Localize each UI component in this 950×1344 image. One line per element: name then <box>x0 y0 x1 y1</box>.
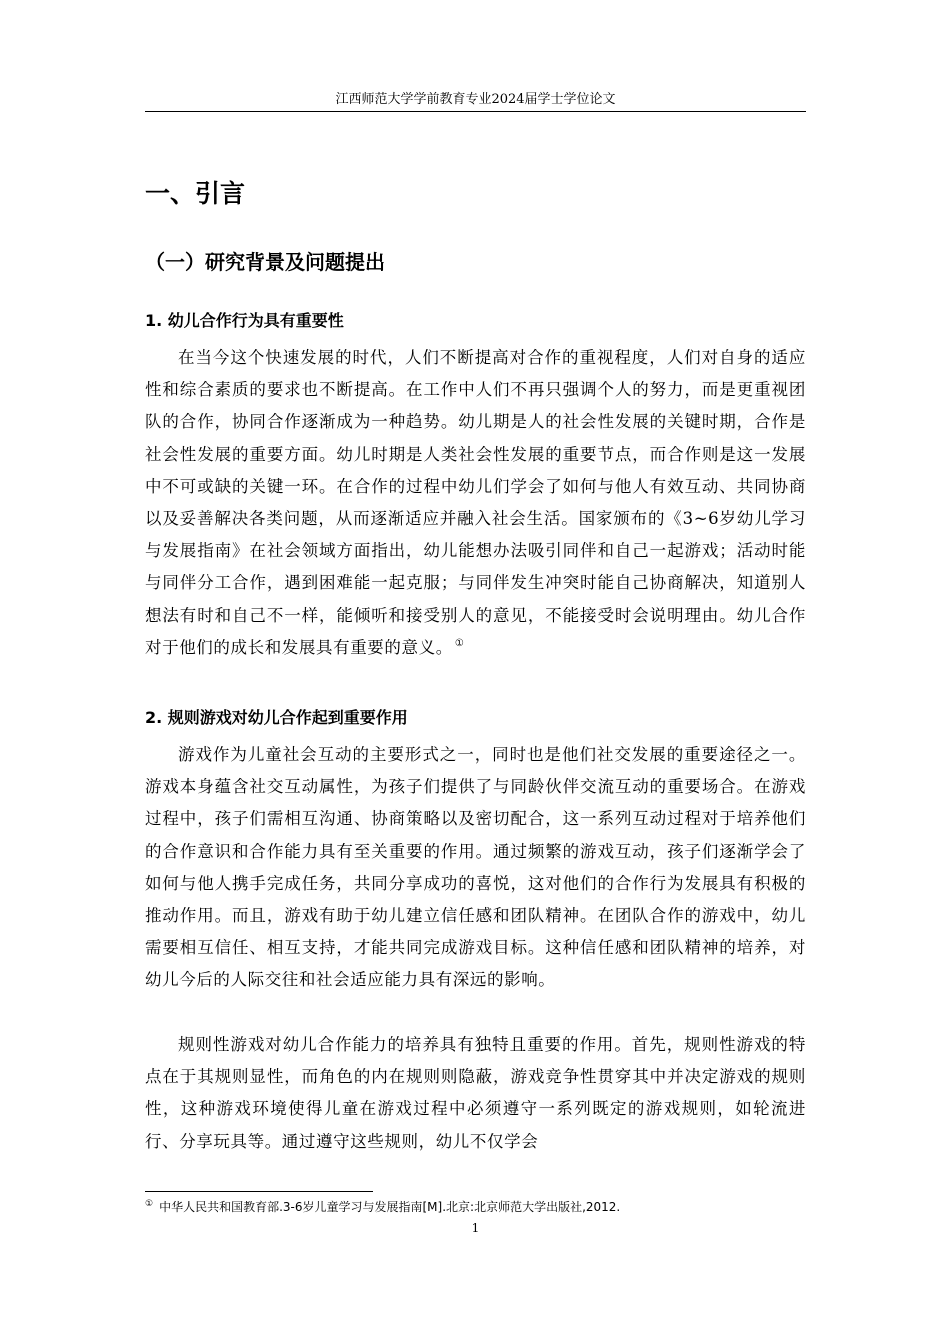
subsubsection-heading-1: 1. 幼儿合作行为具有重要性 <box>145 311 344 330</box>
subsection-heading: （一）研究背景及问题提出 <box>145 250 385 274</box>
header-divider <box>145 111 806 112</box>
subsubsection-heading-2: 2. 规则游戏对幼儿合作起到重要作用 <box>145 708 408 727</box>
paragraph-cooperation-importance <box>145 342 806 664</box>
paragraph-rule-games: 规则性游戏对幼儿合作能力的培养具有独特且重要的作用。首先，规则性游戏的特点在于其规则显性，而角色的内在规则则隐蔽，游戏竞争性贯穿其中并决定游戏的规则性，这种游戏环境使得儿童在游戏过程中必须遵守一系列既定的游戏规则，如轮流进行、分享玩具等。通过遵守这些规则，幼儿不仅学会 <box>145 1035 806 1151</box>
paragraph-text: 在当今这个快速发展的时代，人们不断提高对合作的重视程度，人们对自身的适应性和综合素质的要求也不断提高。在工作中人们不再只强调个人的努力，而是更重视团队的合作，协同合作逐渐成为一种趋势。幼儿期是人的社会性发展的关键时期，合作是社会性发展的重要方面。幼儿时期是人类社会性发展的重要节点，而合作则是这一发展中不可或缺的关键一环。在合作的过程中幼儿们学会了如何与他人有效互动、共同协商以及妥善解决各类问题，从而逐渐适应并融入社会生活。国家颁布的《3~6岁幼儿学习与发展指南》在社会领域方面指出，幼儿能想办法吸引同伴和自己一起游戏；活动时能与同伴分工合作，遇到困难能一起克服；与同伴发生冲突时能自己协商解决，知道别人想法有时和自己不一样，能倾听和接受别人的意见，不能接受时会说明理由。幼儿合作对于他们的成长和发展具有重要的意义。 <box>145 348 806 657</box>
running-header: 江西师范大学学前教育专业2024届学士学位论文 <box>335 92 616 107</box>
footnote-divider <box>145 1191 373 1192</box>
footnote-text: 中华人民共和国教育部.3-6岁儿童学习与发展指南[M].北京:北京师范大学出版社,2012. <box>159 1200 621 1214</box>
page-number: 1 <box>471 1221 480 1235</box>
paragraph-game-interaction: 游戏作为儿童社会互动的主要形式之一，同时也是他们社交发展的重要途径之一。游戏本身蕴含社交互动属性，为孩子们提供了与同龄伙伴交流互动的重要场合。在游戏过程中，孩子们需相互沟通、协商策略以及密切配合，这一系列互动过程对于培养他们的合作意识和合作能力具有至关重要的作用。通过频繁的游戏互动，孩子们逐渐学会了如何与他人携手完成任务，共同分享成功的喜悦，这对他们的合作行为发展具有积极的推动作用。而且，游戏有助于幼儿建立信任感和团队精神。在团队合作的游戏中，幼儿需要相互信任、相互支持，才能共同完成游戏目标。这种信任感和团队精神的培养，对幼儿今后的人际交往和社会适应能力具有深远的影响。 <box>145 745 806 990</box>
footnote <box>145 1199 806 1215</box>
footnote-mark: ① <box>145 1199 154 1209</box>
section-heading: 一、引言 <box>145 179 246 208</box>
footnote-reference[interactable]: ① <box>454 638 465 650</box>
